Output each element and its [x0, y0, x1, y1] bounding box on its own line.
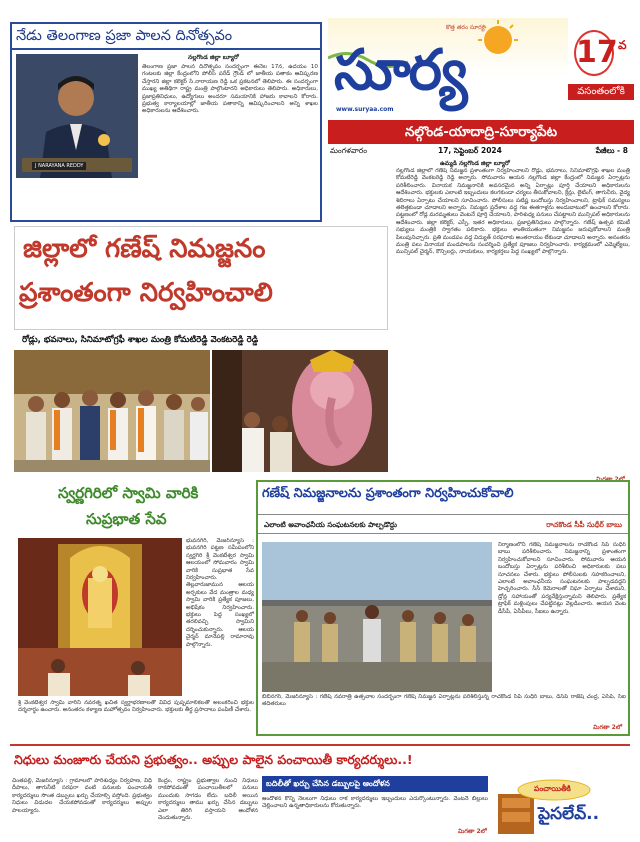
lead-headline-box	[14, 226, 388, 330]
anniversary-badge	[568, 28, 634, 114]
lead-headline-1: జిల్లాలో గణేష్ నిమజ్జనం	[23, 234, 266, 264]
ganesh-immersion-box	[256, 480, 630, 736]
telangana-dateline: నల్లగొండ జిల్లా బ్యూరో	[188, 54, 239, 61]
ganesh-idol-photo-image	[212, 350, 388, 472]
funds-badge-small: పంచాయితీకి	[534, 784, 571, 793]
telangana-day-title: నేడు తెలంగాణ ప్రజా పాలన దినోత్సవం	[12, 24, 320, 50]
brand-logo	[328, 18, 568, 118]
funds-badge-big: పైసలేవ్..	[538, 804, 600, 824]
funds-box	[10, 744, 630, 838]
lead-body: నల్లగొండ జిల్లాలో గణేష్ నిమజ్జన ప్రశాంతంగా నిర్వహించాలని రోడ్లు, భవనాలు, సినిమాటోగ్రఫీ శాఖల మంత్రి కోమటిరెడ్డి వెంకటరెడ్డి రెడ్డి అన్నారు. సోమవారం ఆయన నల్లగొండ జిల్లా కేంద్రంలో నిమజ్జన ఏర్పాట్లను పరిశీలించారు. వినాయక నిమజ్జనానికి అవసరమైన అన్ని ఏర్పాట్లు పూర్తి చేయాలని అధికారులను ఆదేశించారు. భక్తులకు ఎలాంటి ఇబ్బందులు కలగకుండా చర్యలు తీసుకోవాలని, క్రేన్లు, లైటింగ్, తాగునీరు, వైద్య శిబిరాలు ఏర్పాటు చేయాలని సూచించారు. పోలీసులు పటిష్ట బందోబస్తు నిర్వహించాలని, ట్రాఫిక్ సమస్యలు తలెత్తకుండా చూడాలని అన్నారు. నిమజ్జన ప్రదేశాల వద్ద గజ ఈతగాళ్లను అందుబాటులో ఉంచాలని కోరారు. పట్టణంలో రోడ్ల మరమ్మతులు వెంటనే పూర్తి చేయాలని, పారిశుధ్య పనులు చేపట్టాలని మున్సిపల్ అధికారులను ఆదేశించారు. జిల్లా కలెక్టర్, ఎస్పీ, ఇతర అధికారులు, ప్రజాప్రతినిధులు పాల్గొన్నారు. గణేష్ ఉత్సవ కమిటీ సభ్యులు మంత్రికి స్వాగతం పలికారు. భక్తులు శాంతియుతంగా నిమజ్జనం జరుపుకోవాలని మంత్రి పిలుపునిచ్చారు. ప్రతి మండపం వద్ద విద్యుత్ సరఫరాకు అంతరాయం లేకుండా చూడాలని అన్నారు. అనంతరం మంత్రి పలు వినాయక మండపాలను సందర్శించి ప్రత్యేక పూజలు నిర్వహించారు. కార్యక్రమంలో ఎమ్మెల్యేలు, మున్సిపల్ చైర్మన్, కౌన్సిలర్లు, నాయకులు, కార్యకర్తలు పెద్ద సంఖ్యలో పాల్గొన్నారు.	[396, 168, 630, 256]
swarnagiri-body-bottom: శ్రీ వెంకటేశ్వర స్వామి వారిని నవరత్న ఖచిత స్వర్ణాభరణాలతో వివిధ పుష్పమాలికలతో అలంకరించి భక్తుల దర్శనార్థం ఉంచారు. అనంతరం కళ్యాణ మహోత్సవం నిర్వహించారు. భక్తులకు తీర్థ ప్రసాదాలు పంపిణీ చేశారు.	[18, 700, 254, 714]
anniversary-number	[574, 30, 618, 76]
funds-badge	[494, 776, 628, 838]
page-count: పేజీలు - 8	[595, 146, 628, 155]
lead-more[interactable]: మిగతా 2లో	[596, 476, 625, 483]
funds-body-1: చింతపల్లి, మేజర్‌న్యూస్ : గ్రామాలలో పారిశుధ్యం నిర్వహణ, వీధి దీపాలు, తాగునీటి సరఫరా వంటి పనులకు పంచాయతీ కార్యదర్శులు సొంత డబ్బులు ఖర్చు చేయాల్సి వస్తోంది. ప్రభుత్వం నిధులు విడుదల చేయకపోవడంతో కార్యదర్శులు అప్పుల పాలయ్యారు.	[12, 778, 152, 814]
anniversary-text: వసంతంలోకి	[568, 84, 634, 100]
lead-subhead: రోడ్లు, భవనాలు, సినిమాటోగ్రఫీ శాఖల మంత్రి కోమటిరెడ్డి వెంకటరెడ్డి రెడ్డి	[22, 335, 259, 345]
telangana-day-box	[10, 22, 322, 222]
swarnagiri-body-right: భువనగిరి, మేజర్‌న్యూస్ : భువనగిరి పట్టణ సమీపంలోని స్వర్ణగిరి శ్రీ వెంకటేశ్వర స్వామి ఆలయంలో సోమవారం స్వామి వారికి సుప్రభాత సేవ నిర్వహించారు. తెల్లవారుజామున ఆలయ అర్చకులు వేద మంత్రాల మధ్య స్వామి వారికి ప్రత్యేక పూజలు, అభిషేకం నిర్వహించారు. భక్తులు పెద్ద సంఖ్యలో తరలివచ్చి స్వామిని దర్శించుకున్నారు. ఆలయ చైర్మన్ మానేపల్లి రామారావు పాల్గొన్నారు.	[186, 538, 254, 648]
edition-banner	[328, 120, 634, 144]
dateline-bar	[328, 144, 634, 158]
ganesh-sub-right: రాచకొండ సీపీ సుధీర్ బాబు	[546, 520, 622, 529]
collector-nameplate: J NARAYANA REDDY	[32, 162, 86, 170]
minister-group-photo-image	[14, 350, 210, 472]
collector-photo-image	[16, 54, 138, 178]
funds-body-3: ఆందోళన కొన్ని నెలలుగా నిధులు రాక కార్యదర్శులు ఇబ్బందులు ఎదుర్కొంటున్నారు. వెంటనే బిల్లులు చెల్లించాలని ఉన్నతాధికారులను కోరుతున్నారు.	[262, 796, 488, 810]
minister-group-photo	[14, 350, 210, 472]
ganesh-idol-photo	[212, 350, 388, 472]
funds-sub-tag: బదిలీతో ఖర్చు చేసిన డబ్బులపై ఆందోళన	[262, 776, 488, 792]
brand-name: సూర్య	[334, 38, 466, 103]
ganesh-subhead-row	[258, 514, 628, 534]
issue-date: 17, సెప్టెంబర్ 2024	[438, 146, 502, 155]
ganesh-photo-caption: బీబీనగర్, మేజర్‌న్యూస్ : గణేష్ నవరాత్రి ఉత్సవాల సందర్భంగా గణేష్ నిమజ్జన ఏర్పాట్లను పరిశీలిస్తున్న రాచకొండ సీపీ సుధీర్ బాబు, డీసీపీ రాజేష్ చంద్ర, ఏసీపీ, సీఐ తదితరులు	[262, 694, 626, 708]
telangana-body: తెలంగాణ ప్రజా పాలన దినోత్సవం సందర్భంగా ఈనెల 17న, ఉదయం 10 గంటలకు జిల్లా కేంద్రంలోని పోలీస్ పరేడ్ గ్రౌండ్ లో జాతీయ పతాకం ఆవిష్కరణ చేస్తారని జిల్లా కలెక్టర్ సి.నారాయణ రెడ్డి ఒక ప్రకటనలో తెలిపారు. ఈ సందర్భంగా ముఖ్య అతిథిగా రాష్ట్ర మంత్రి పాల్గొంటారని అధికారులు తెలిపారు. అధికారులు, ప్రజాప్రతినిధులు, ఉద్యోగులు అందరూ సమయానికి హాజరు కావాలని కోరారు. ప్రభుత్వ కార్యాలయాల్లో జాతీయ పతాకాన్ని ఆవిష్కరించాలని అన్ని శాఖల అధికారులను ఆదేశించారు.	[142, 64, 318, 115]
funds-more[interactable]: మిగతా 2లో	[458, 828, 487, 835]
issue-day: మంగళవారం	[330, 146, 368, 155]
funds-body-2: కేంద్రం, రాష్ట్రం ప్రభుత్వాల నుంచి నిధులు రాకపోవడంతో పంచాయితీలలో పనులు ముందుకు సాగడం లేదు. బదిలీ అయిన కార్యదర్శులు తాము ఖర్చు చేసిన డబ్బులు ఎలా తిరిగి వస్తాయని ఆందోళన చెందుతున్నారు.	[158, 778, 258, 822]
brand-url[interactable]: www.suryaa.com	[336, 106, 394, 113]
brand-tagline: కొత్త తరం సూర్య	[446, 24, 485, 31]
lead-dateline: ఉమ్మడి నల్లగొండ జిల్లా బ్యూరో	[440, 160, 510, 167]
ganesh-sub-left: ఎలాంటి అవాంఛనీయ సంఘటనలకు పాల్పడొద్దు	[264, 520, 398, 529]
police-inspection-photo	[262, 542, 492, 692]
masthead	[328, 18, 634, 160]
edition-name: నల్గొండ-యాదాద్రి-సూర్యాపేట	[404, 124, 558, 140]
ganesh-headline: గణేష్ నిమజ్జనాలను ప్రశాంతంగా నిర్వహించుకోవాలి	[262, 486, 514, 501]
swarnagiri-title-2: సుప్రభాత సేవ	[86, 510, 167, 528]
ganesh-body: నిర్మాణంలోని గణేష్ నిమజ్జనాలను రాచకొండ సీపీ సుధీర్ బాబు పరిశీలించారు. నిమజ్జనాన్ని ప్రశాంతంగా నిర్వహించుకోవాలని సూచించారు. సోమవారం ఆయన బందోబస్తు ఏర్పాట్లను పరిశీలించి అధికారులకు పలు సూచనలు చేశారు. భక్తులు పోలీసులకు సహకరించాలని, ఎలాంటి అవాంఛనీయ సంఘటనలకు పాల్పడవద్దని హెచ్చరించారు. సీసీ కెమెరాలతో నిఘా ఏర్పాటు చేశామని, డ్రోన్ల సహాయంతో పర్యవేక్షిస్తున్నామని తెలిపారు. ప్రత్యేక ట్రాఫిక్ మళ్లింపులు చేపట్టినట్లు వెల్లడించారు. ఆయన వెంట డీసీపీ, ఏసీపీలు, సీఐలు ఉన్నారు.	[498, 542, 626, 615]
lead-headline-2: ప్రశాంతంగా నిర్వహించాలి	[19, 278, 273, 308]
collector-photo	[16, 54, 138, 178]
police-inspection-photo-image	[262, 542, 492, 692]
funds-headline: నిధులు మంజూరు చేయని ప్రభుత్వం.. అప్పుల పాలైన పంచాయితీ కార్యదర్శులు..!	[14, 752, 413, 767]
anniversary-number-value: 17	[576, 35, 618, 70]
swarnagiri-temple-photo	[18, 538, 182, 696]
anniversary-sup: వ	[618, 38, 627, 52]
swarnagiri-title-1: స్వర్ణగిరిలో స్వామి వారికి	[58, 484, 199, 502]
ganesh-more[interactable]: మిగతా 2లో	[593, 724, 622, 731]
swarnagiri-temple-photo-image	[18, 538, 182, 696]
